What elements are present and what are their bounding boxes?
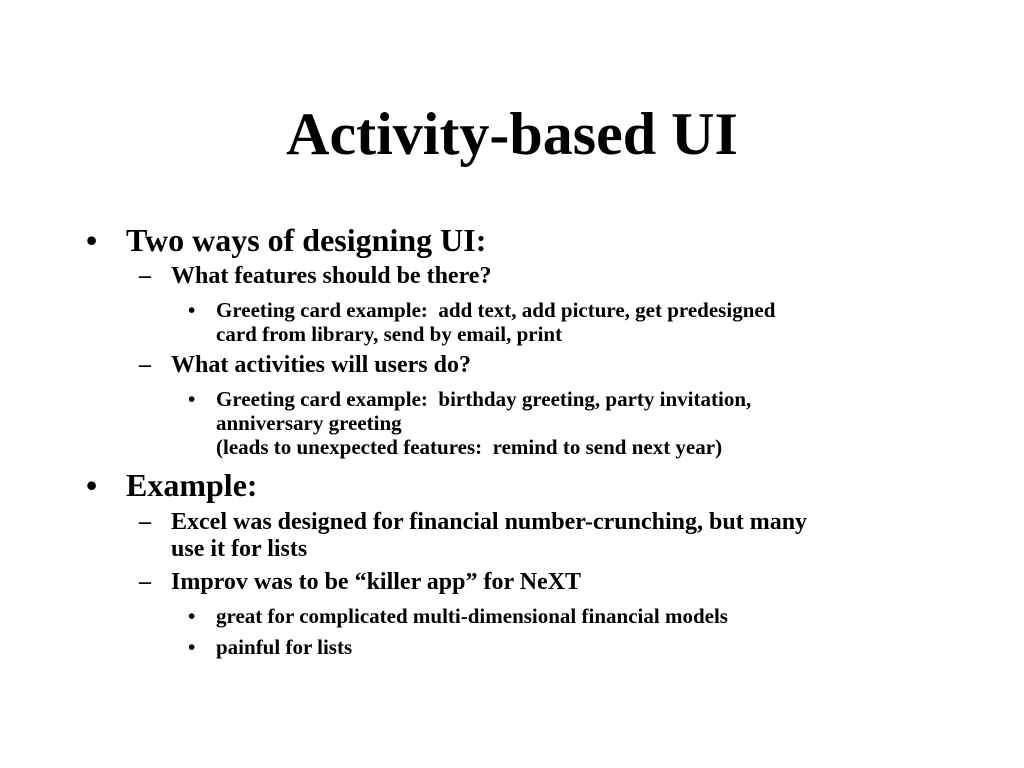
dash-marker: –: [139, 352, 151, 378]
bullet-item-level3: [188, 604, 728, 628]
bullet-marker: •: [188, 635, 196, 659]
bullet-text: What features should be there?: [171, 263, 492, 289]
dash-marker: –: [139, 263, 151, 289]
bullet-text: Improv was to be “killer app” for NeXT: [171, 569, 582, 595]
bullet-text: great for complicated multi-dimensional financial models: [216, 604, 728, 628]
bullet-marker: •: [188, 387, 196, 411]
bullet-marker: •: [188, 298, 196, 322]
bullet-text: Greeting card example: add text, add picture, get predesigned card from library, send by email, print: [216, 298, 776, 346]
bullet-text: Example:: [126, 467, 258, 503]
bullet-item-level1: [86, 222, 486, 258]
bullet-text: Two ways of designing UI:: [126, 222, 487, 258]
bullet-item-level3: [188, 387, 751, 459]
bullet-marker: •: [86, 222, 98, 258]
bullet-text: painful for lists: [216, 635, 353, 659]
bullet-text: Excel was designed for financial number-crunching, but many use it for lists: [171, 509, 808, 562]
bullet-item-level2: [139, 263, 491, 290]
bullet-marker: •: [188, 604, 196, 628]
bullet-text: Greeting card example: birthday greeting, party invitation, anniversary greeting (leads to unexpected features: remind to send next year): [216, 387, 752, 459]
bullet-marker: •: [86, 467, 98, 503]
bullet-item-level3: [188, 298, 775, 346]
bullet-item-level2: [139, 509, 807, 563]
bullet-text: What activities will users do?: [171, 352, 471, 378]
bullet-item-level2: [139, 352, 471, 379]
slide-title: Activity-based UI: [286, 101, 738, 167]
bullet-item-level1: [86, 467, 258, 503]
dash-marker: –: [139, 569, 151, 595]
bullet-item-level3: [188, 635, 352, 659]
dash-marker: –: [139, 509, 151, 535]
bullet-item-level2: [139, 569, 581, 596]
